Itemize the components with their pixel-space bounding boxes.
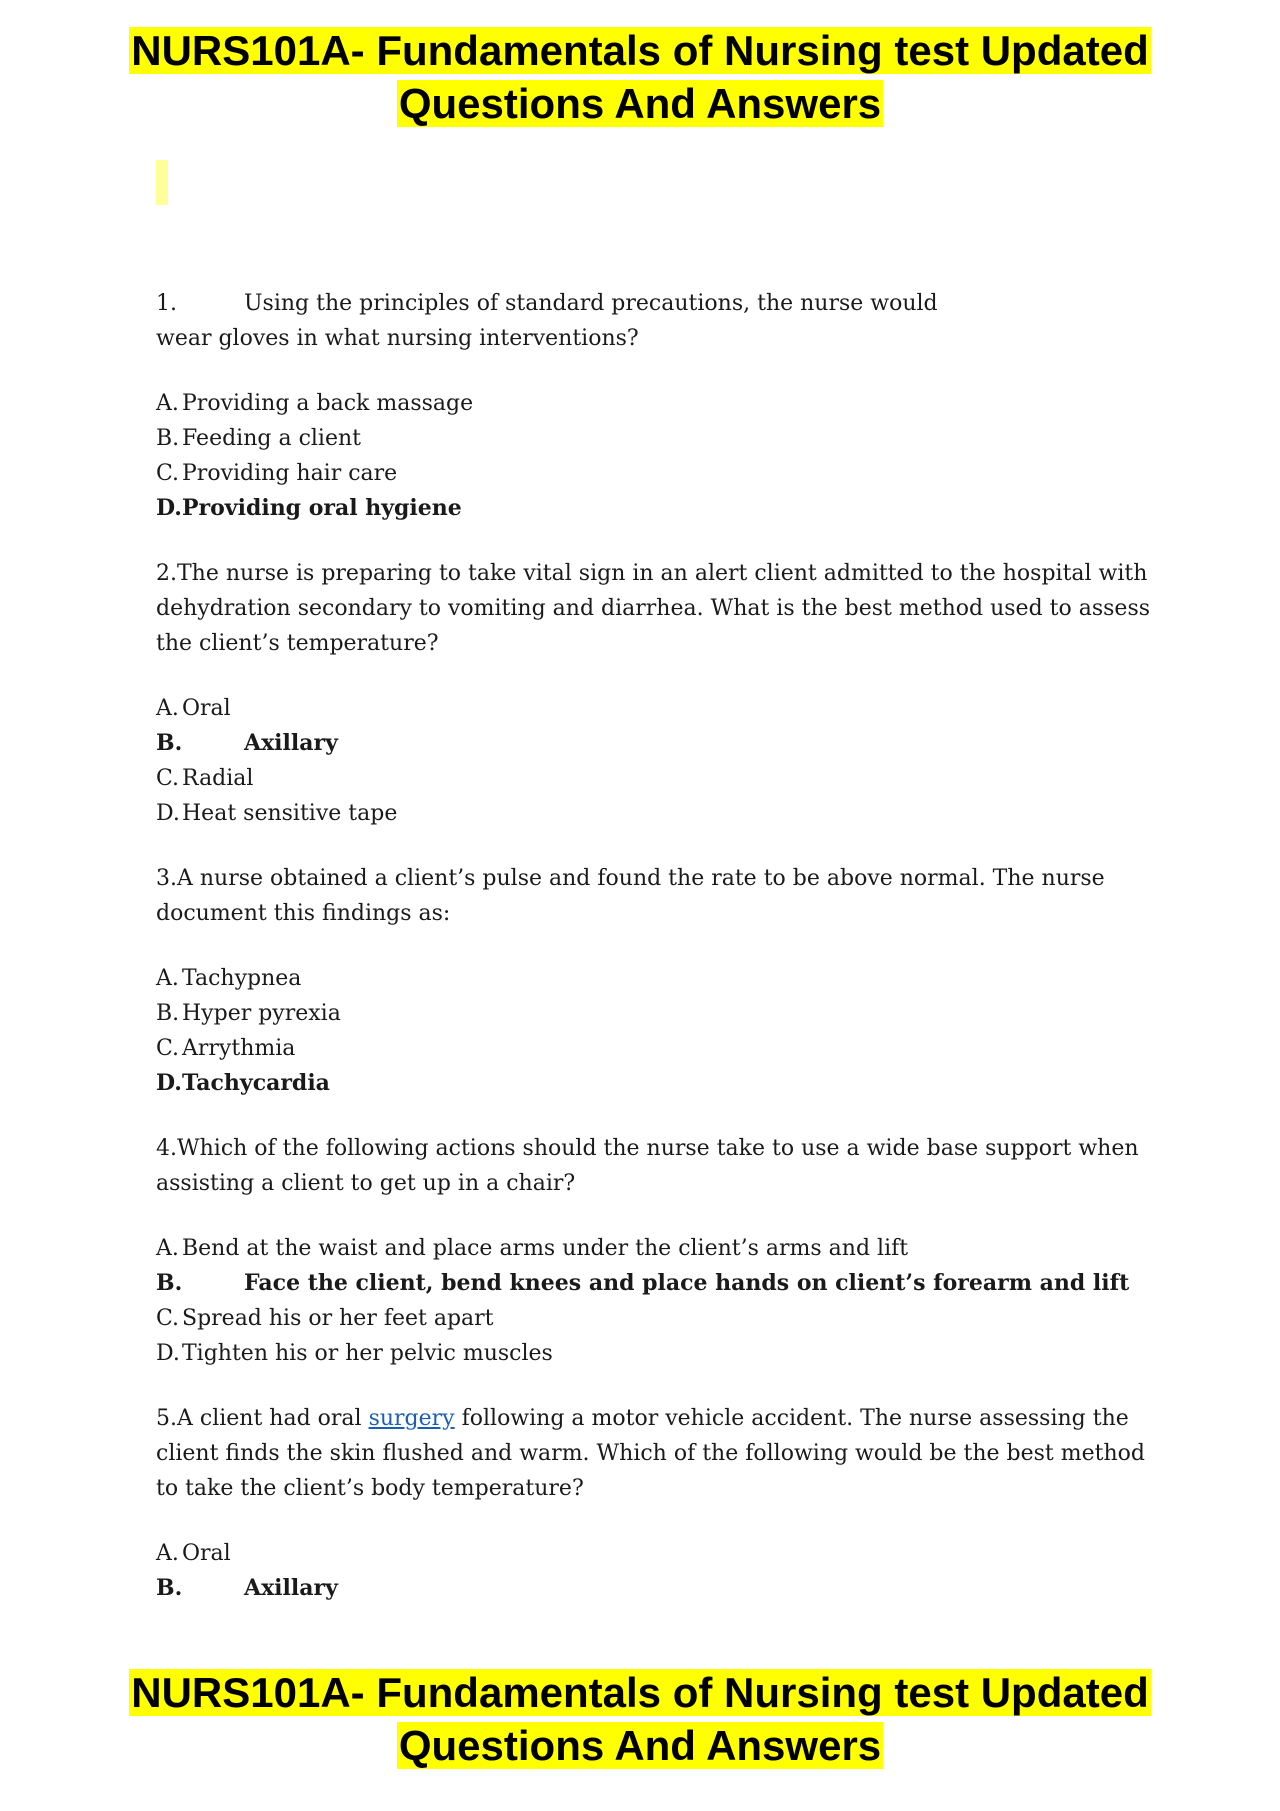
question-1 bbox=[156, 286, 1166, 526]
question-4-option-a: A. Bend at the waist and place arms under the client’s arms and lift bbox=[156, 1236, 909, 1261]
question-5-option-a: A. Oral bbox=[156, 1541, 231, 1566]
question-3-option-c: C. Arrythmia bbox=[156, 1036, 296, 1061]
question-2-number: 2. bbox=[156, 561, 177, 586]
question-4-number: 4. bbox=[156, 1136, 177, 1161]
question-list bbox=[156, 286, 1166, 1606]
header-title-line-2: Questions And Answers bbox=[398, 80, 882, 127]
question-2-stem: 2.The nurse is preparing to take vital sign in an alert client admitted to the hospital with dehydration secondary to vomiting and diarrhea. What is the best method used to assess the client’s temperature? bbox=[156, 561, 1151, 656]
document-footer bbox=[0, 1666, 1280, 1772]
question-2-option-d: D.Heat sensitive tape bbox=[156, 801, 398, 826]
question-2-option-a: A. Oral bbox=[156, 696, 231, 721]
header-title-line-1: NURS101A- Fundamentals of Nursing test Updated bbox=[131, 27, 1149, 74]
question-2 bbox=[156, 556, 1166, 831]
question-4-option-d: D.Tighten his or her pelvic muscles bbox=[156, 1341, 553, 1366]
question-3-option-d-answer: D.Tachycardia bbox=[156, 1070, 330, 1096]
question-3-stem: 3.A nurse obtained a client’s pulse and found the rate to be above normal. The nurse document this findings as: bbox=[156, 866, 1105, 926]
document-header bbox=[0, 24, 1280, 130]
question-2-option-b-answer: B. Axillary bbox=[156, 730, 338, 756]
question-3-number: 3. bbox=[156, 866, 177, 891]
question-3-option-b: B. Hyper pyrexia bbox=[156, 1001, 341, 1026]
question-1-number: 1. bbox=[156, 291, 177, 316]
question-4-option-c: C. Spread his or her feet apart bbox=[156, 1306, 494, 1331]
question-2-option-c: C. Radial bbox=[156, 766, 254, 791]
question-5-option-b-answer: B. Axillary bbox=[156, 1575, 338, 1601]
question-5 bbox=[156, 1401, 1166, 1606]
question-4-option-b-answer: B. Face the client, bend knees and place hands on client’s forearm and lift bbox=[156, 1270, 1130, 1296]
footer-title-line-1: NURS101A- Fundamentals of Nursing test Updated bbox=[131, 1669, 1149, 1716]
surgery-link[interactable]: surgery bbox=[368, 1406, 455, 1431]
question-1-stem-line-1: 1. Using the principles of standard precautions, the nurse would bbox=[156, 286, 1166, 321]
question-5-number: 5. bbox=[156, 1406, 177, 1431]
question-4-stem: 4.Which of the following actions should the nurse take to use a wide base support when assisting a client to get up in a chair? bbox=[156, 1136, 1139, 1196]
question-1-option-c: C. Providing hair care bbox=[156, 461, 398, 486]
question-3 bbox=[156, 861, 1166, 1101]
question-4 bbox=[156, 1131, 1166, 1371]
highlight-marker bbox=[156, 160, 168, 205]
question-3-option-a: A. Tachypnea bbox=[156, 966, 302, 991]
question-1-option-a: A. Providing a back massage bbox=[156, 391, 474, 416]
question-1-option-d-answer: D.Providing oral hygiene bbox=[156, 495, 462, 521]
question-5-stem: 5.A client had oral surgery following a motor vehicle accident. The nurse assessing the client finds the skin flushed and warm. Which of the following would be the best method to take the client’s body temperature? bbox=[156, 1406, 1145, 1501]
question-1-stem-line-2: wear gloves in what nursing interventions? bbox=[156, 326, 639, 351]
question-1-option-b: B. Feeding a client bbox=[156, 426, 361, 451]
footer-title-line-2: Questions And Answers bbox=[398, 1722, 882, 1769]
